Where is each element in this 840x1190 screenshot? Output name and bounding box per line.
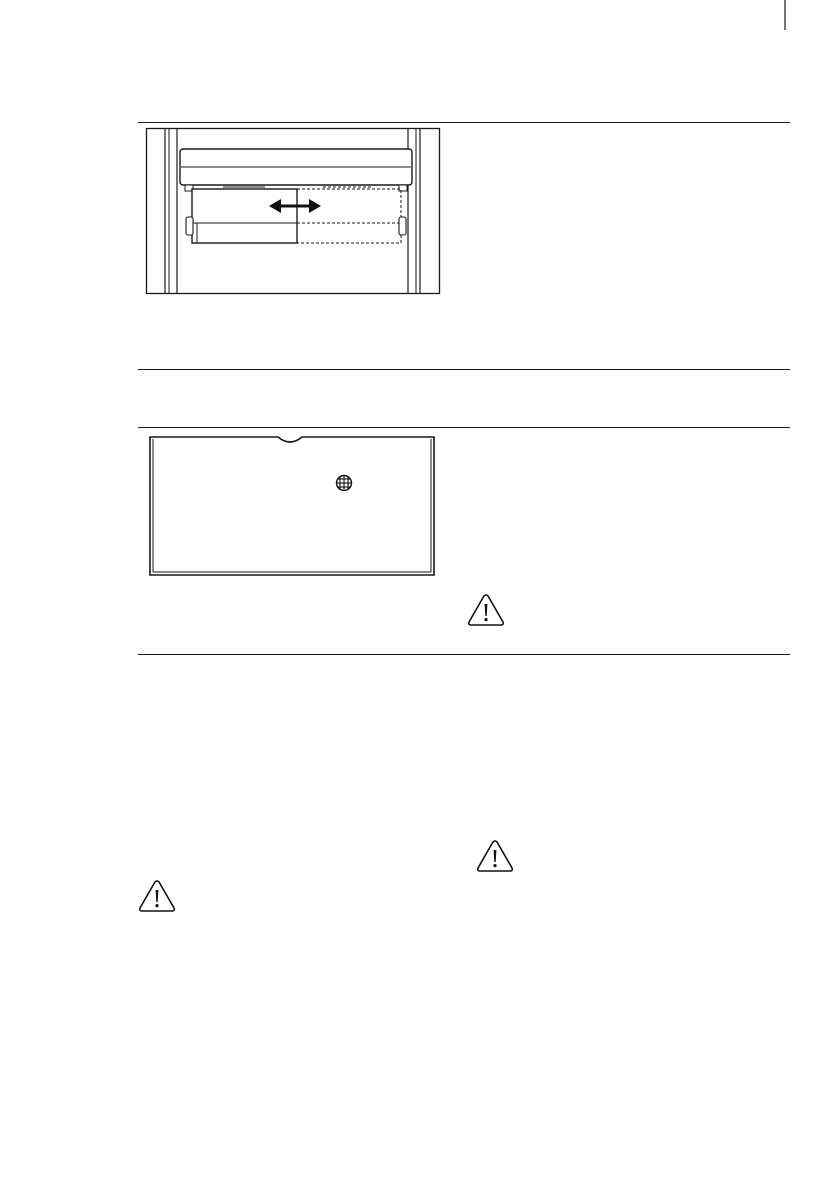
warning-triangle-icon (137, 878, 177, 914)
section-divider-2 (138, 369, 790, 370)
warning-triangle-icon (475, 838, 515, 874)
section-divider-4 (138, 654, 790, 655)
drawer-front-figure (148, 431, 438, 579)
crop-mark (770, 0, 800, 36)
warning-triangle-icon (466, 592, 506, 628)
section-divider-top (138, 122, 790, 123)
section-divider-3 (138, 427, 790, 428)
mesh-symbol-icon (337, 476, 352, 491)
drawer-slide-figure (145, 127, 441, 295)
